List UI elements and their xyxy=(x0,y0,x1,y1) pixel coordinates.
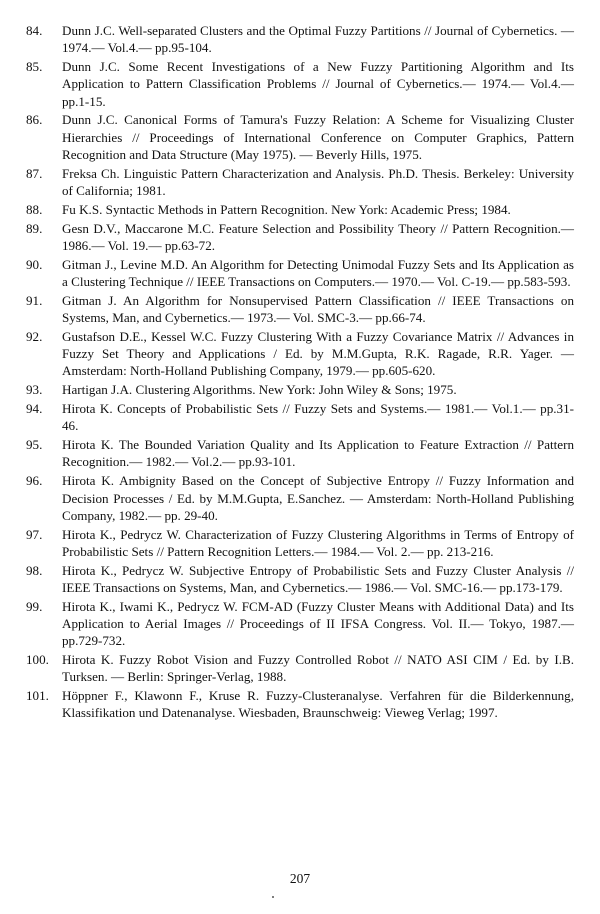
reference-number: 93. xyxy=(26,382,43,398)
reference-item xyxy=(26,292,574,326)
reference-number: 92. xyxy=(26,328,43,344)
reference-item xyxy=(26,381,574,398)
reference-number: 95. xyxy=(26,437,43,453)
reference-number: 84. xyxy=(26,23,43,38)
reference-text: Höppner F., Klawonn F., Kruse R. Fuzzy-Clusteranalyse. Verfahren für die Bilderkennung, Klassifikation und Datenanalyse. Wiesbaden, Braunschweig: Vieweg Verlag; 1997. xyxy=(62,688,574,721)
reference-text: Hartigan J.A. Clustering Algorithms. New York: John Wiley & Sons; 1975. xyxy=(62,382,457,398)
reference-number: 90. xyxy=(26,256,43,272)
reference-item xyxy=(26,526,574,560)
reference-item xyxy=(26,22,574,56)
reference-text: Gustafson D.E., Kessel W.C. Fuzzy Clustering With a Fuzzy Covariance Matrix // Advances in Fuzzy Set Theory and Applications / Ed. by M.M.Gupta, R.K. Ragade, R.R. Yager. — Amsterdam: North-Holland Publishing Company, 1979.— pp.605-620. xyxy=(62,328,574,379)
reference-number: 85. xyxy=(26,59,43,75)
reference-text: Gitman J., Levine M.D. An Algorithm for Detecting Unimodal Fuzzy Sets and Its Application as a Clustering Technique // IEEE Transactions on Computers.— 1970.— Vol. C-19.— pp.583-593. xyxy=(62,256,574,289)
reference-text: Hirota K., Iwami K., Pedrycz W. FCM-AD (Fuzzy Cluster Means with Additional Data) and Its Application to Aerial Images // Proceedings of II IFSA Congress. Vol. II.— Tokyo, 1987.— pp.729-732. xyxy=(62,598,574,649)
reference-number: 101. xyxy=(26,688,49,704)
reference-item xyxy=(26,651,574,685)
reference-text: Fu K.S. Syntactic Methods in Pattern Recognition. New York: Academic Press; 1984. xyxy=(62,201,511,217)
reference-text: Dunn J.C. Well-separated Clusters and the Optimal Fuzzy Partitions // Journal of Cybernetics. — 1974.— Vol.4.— pp.95-104. xyxy=(62,23,574,56)
reference-item xyxy=(26,436,574,470)
reference-text: Gesn D.V., Maccarone M.C. Feature Selection and Possibility Theory // Pattern Recognition.— 1986.— Vol. 19.— pp.63-72. xyxy=(62,220,574,253)
reference-text: Dunn J.C. Canonical Forms of Tamura's Fuzzy Relation: A Scheme for Visualizing Cluster Hierarchies // Proceedings of International Conference on Computer Graphics, Pattern Recognition and Data Structure (May 1975). — Beverly Hills, 1975. xyxy=(62,112,574,162)
reference-number: 86. xyxy=(26,112,43,128)
reference-item xyxy=(26,328,574,380)
reference-number: 94. xyxy=(26,401,43,417)
reference-list xyxy=(26,22,574,723)
reference-number: 87. xyxy=(26,165,43,181)
reference-number: 88. xyxy=(26,201,43,217)
scan-speck xyxy=(272,896,274,898)
page-number: 207 xyxy=(289,871,311,886)
reference-text: Hirota K., Pedrycz W. Characterization of Fuzzy Clustering Algorithms in Terms of Entropy of Probabilistic Sets // Pattern Recognition Letters.— 1984.— Vol. 2.— pp. 213-216. xyxy=(62,526,574,559)
reference-item xyxy=(26,256,574,290)
reference-item xyxy=(26,111,574,163)
reference-number: 99. xyxy=(26,598,43,614)
reference-text: Hirota K., Pedrycz W. Subjective Entropy of Probabilistic Sets and Fuzzy Cluster Analysis // IEEE Transactions on Systems, Man, and Cybernetics.— 1986.— Vol. SMC-16.— pp.173-179. xyxy=(62,562,574,595)
reference-number: 97. xyxy=(26,526,43,542)
reference-text: Freksa Ch. Linguistic Pattern Characterization and Analysis. Ph.D. Thesis. Berkeley: University of California; 1981. xyxy=(62,165,574,198)
reference-item xyxy=(26,562,574,596)
reference-item xyxy=(26,165,574,199)
reference-item xyxy=(26,220,574,254)
reference-text: Hirota K. Fuzzy Robot Vision and Fuzzy Controlled Robot // NATO ASI CIM / Ed. by I.B. Turksen. — Berlin: Springer-Verlag, 1988. xyxy=(62,652,574,685)
reference-text: Dunn J.C. Some Recent Investigations of a New Fuzzy Partitioning Algorithm and Its Application to Pattern Classification Problems // Journal of Cybernetics.— 1974.— Vol.4.— pp.1-15. xyxy=(62,59,574,109)
reference-item xyxy=(26,472,574,524)
reference-number: 89. xyxy=(26,220,43,236)
reference-item xyxy=(26,58,574,110)
reference-number: 100. xyxy=(26,652,49,668)
reference-number: 91. xyxy=(26,292,43,308)
reference-item xyxy=(26,598,574,650)
reference-text: Hirota K. The Bounded Variation Quality and Its Application to Feature Extraction // Pattern Recognition.— 1982.— Vol.2.— pp.93-101. xyxy=(62,437,574,470)
reference-number: 96. xyxy=(26,473,43,489)
reference-item xyxy=(26,687,574,721)
reference-item xyxy=(26,400,574,434)
reference-item xyxy=(26,201,574,218)
reference-number: 98. xyxy=(26,562,43,578)
reference-text: Hirota K. Ambignity Based on the Concept of Subjective Entropy // Fuzzy Information and Decision Processes / Ed. by M.M.Gupta, E.Sanchez. — Amsterdam: North-Holland Publishing Company, 1982.— pp. 29-40. xyxy=(62,473,574,523)
reference-text: Hirota K. Concepts of Probabilistic Sets // Fuzzy Sets and Systems.— 1981.— Vol.1.— pp.31-46. xyxy=(62,401,574,434)
reference-text: Gitman J. An Algorithm for Nonsupervised Pattern Classification // IEEE Transactions on Systems, Man, and Cybernetics.— 1973.— Vol. SMC-3.— pp.66-74. xyxy=(62,292,574,326)
